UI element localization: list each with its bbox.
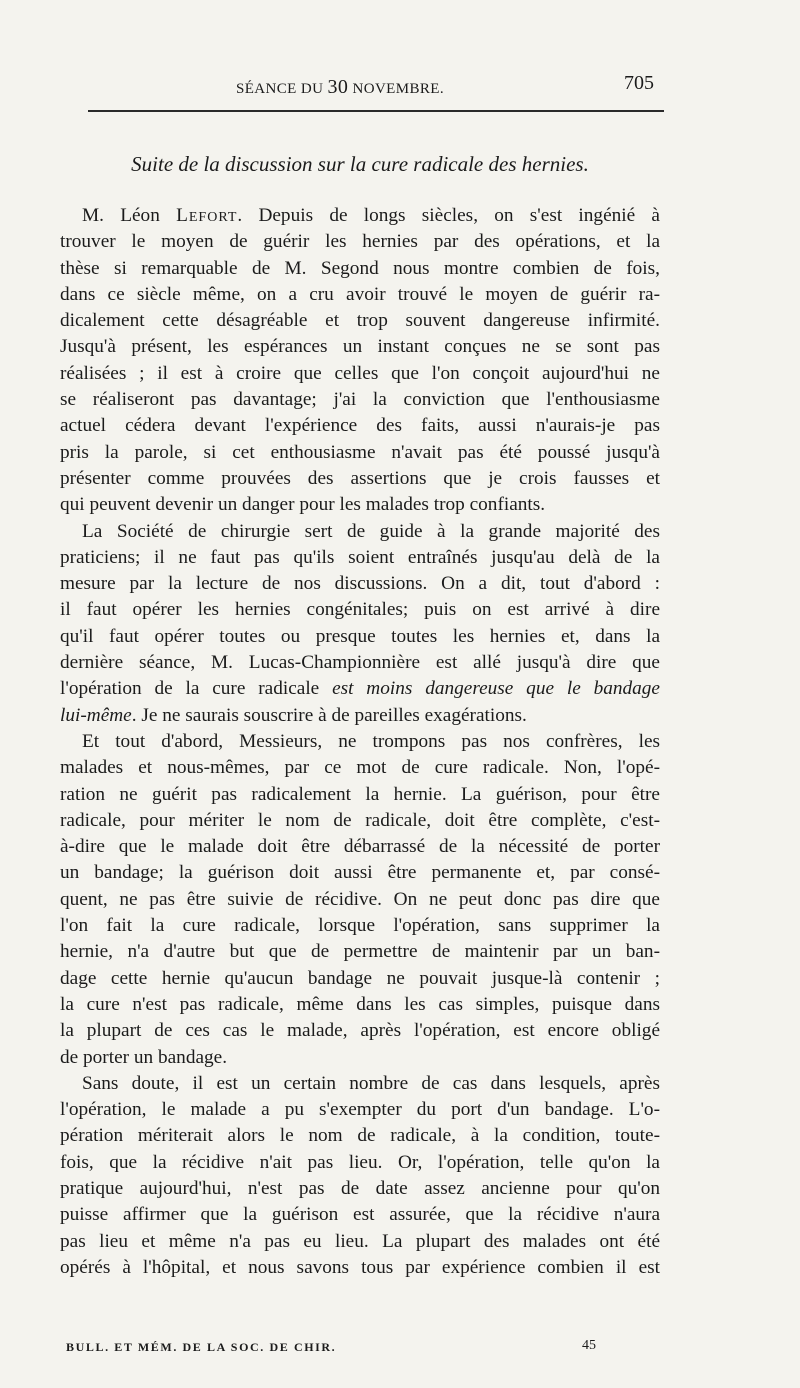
text-line: pas lieu et même n'a pas eu lieu. La plupart des malades ont été xyxy=(60,1230,660,1252)
text-line xyxy=(60,703,660,729)
text-line: pération mériterait alors le nom de radicale, à la condition, toute- xyxy=(60,1125,660,1147)
running-title-day: 30 xyxy=(327,76,349,98)
footer xyxy=(60,1340,660,1360)
speaker-name: Lefort xyxy=(176,205,238,226)
text-line: quent, ne pas être suivie de récidive. On ne peut donc pas dire que xyxy=(60,888,660,910)
body-text xyxy=(60,203,660,1281)
text-line: qu'il faut opérer toutes ou presque toutes les hernies et, dans la xyxy=(60,625,660,647)
text-line: thèse si remarquable de M. Segond nous montre combien de fois, xyxy=(60,257,660,279)
text-line: un bandage; la guérison doit aussi être permanente et, par consé- xyxy=(60,862,660,884)
text-line: malades et nous-mêmes, par ce mot de cure radicale. Non, l'opé- xyxy=(60,757,660,779)
text-line: La Société de chirurgie sert de guide à la grande majorité des xyxy=(82,520,660,542)
line-text: . Je ne saurais souscrire à de pareilles exagérations. xyxy=(131,704,527,726)
text-line: puisse affirmer que la guérison est assurée, que la récidive n'aura xyxy=(60,1204,660,1226)
page-number: 705 xyxy=(624,72,654,94)
text-line: Sans doute, il est un certain nombre de cas dans lesquels, après xyxy=(82,1072,660,1094)
italic-phrase: est moins dangereuse que le bandage xyxy=(332,678,660,700)
text-line: qui peuvent devenir un danger pour les malades trop confiants. xyxy=(60,494,546,516)
text-line: trouver le moyen de guérir les hernies par des opérations, et la xyxy=(60,231,660,253)
text-line: la plupart de ces cas le malade, après l'opération, est encore obligé xyxy=(60,1020,660,1042)
text-line: présenter comme prouvées des assertions que je crois fausses et xyxy=(60,467,660,489)
text-line: Jusqu'à présent, les espérances un instant conçues ne se sont pas xyxy=(60,336,660,358)
text-line: il faut opérer les hernies congénitales; puis on est arrivé à dire xyxy=(60,599,660,621)
journal-signature: BULL. ET MÉM. DE LA SOC. DE CHIR. xyxy=(66,1340,337,1354)
text-line: dicalement cette désagréable et trop souvent dangereuse infirmité. xyxy=(60,310,660,332)
text-line: praticiens; il ne faut pas qu'ils soient entraînés jusqu'au delà de la xyxy=(60,546,660,568)
text-line: opérés à l'hôpital, et nous savons tous par expérience combien il est xyxy=(60,1256,660,1278)
text-line: réalisées ; il est à croire que celles que l'on conçoit aujourd'hui ne xyxy=(60,362,660,384)
line-text: . Depuis de longs siècles, on s'est ingénié à xyxy=(237,205,660,226)
text-line: à-dire que le malade doit être débarrassé de la nécessité de porter xyxy=(60,836,660,858)
running-title-part: SÉANCE DU xyxy=(236,81,328,97)
text-line: radicale, pour mériter le nom de radicale, doit être complète, c'est- xyxy=(60,809,660,831)
text-line: de porter un bandage. xyxy=(60,1046,228,1068)
text-line: Et tout d'abord, Messieurs, ne trompons pas nos confrères, les xyxy=(82,730,660,752)
signature-number: 45 xyxy=(582,1338,596,1353)
header-rule xyxy=(88,110,664,112)
running-title-month: NOVEMBRE. xyxy=(348,81,444,97)
line-text: l'opération de la cure radicale xyxy=(60,678,333,700)
text-line: hernie, n'a d'autre but que de permettre de maintenir par un ban- xyxy=(60,941,660,963)
text-line: se réaliseront pas davantage; j'ai la conviction que l'enthousiasme xyxy=(60,389,660,411)
text-line: pris la parole, si cet enthousiasme n'avait pas été poussé jusqu'à xyxy=(60,441,660,463)
section-title: Suite de la discussion sur la cure radicale des hernies. xyxy=(131,152,589,176)
text-line: dernière séance, M. Lucas-Championnière est allé jusqu'à dire que xyxy=(60,652,660,674)
running-title xyxy=(236,76,444,99)
text-line: l'on fait la cure radicale, lorsque l'opération, sans supprimer la xyxy=(60,915,660,937)
italic-phrase: lui-même xyxy=(60,704,132,726)
text-line: fois, que la récidive n'ait pas lieu. Or, l'opération, telle qu'on la xyxy=(60,1151,660,1173)
text-line xyxy=(60,676,660,702)
text-line xyxy=(60,203,660,229)
running-head xyxy=(60,72,660,98)
text-line: dans ce siècle même, on a cru avoir trouvé le moyen de guérir ra- xyxy=(60,283,660,305)
text-line: dage cette hernie qu'aucun bandage ne pouvait jusque-là contenir ; xyxy=(60,967,660,989)
text-line: l'opération, le malade a pu s'exempter du port d'un bandage. L'o- xyxy=(60,1099,660,1121)
text-line: pratique aujourd'hui, n'est pas de date assez ancienne pour qu'on xyxy=(60,1177,660,1199)
text-line: actuel cédera devant l'expérience des faits, aussi n'aurais-je pas xyxy=(60,415,660,437)
text-line: la cure n'est pas radicale, même dans les cas simples, puisque dans xyxy=(60,993,660,1015)
text-line: ration ne guérit pas radicalement la hernie. La guérison, pour être xyxy=(60,783,660,805)
text-line: mesure par la lecture de nos discussions. On a dit, tout d'abord : xyxy=(60,573,660,595)
speaker-prefix: M. Léon xyxy=(82,205,177,226)
